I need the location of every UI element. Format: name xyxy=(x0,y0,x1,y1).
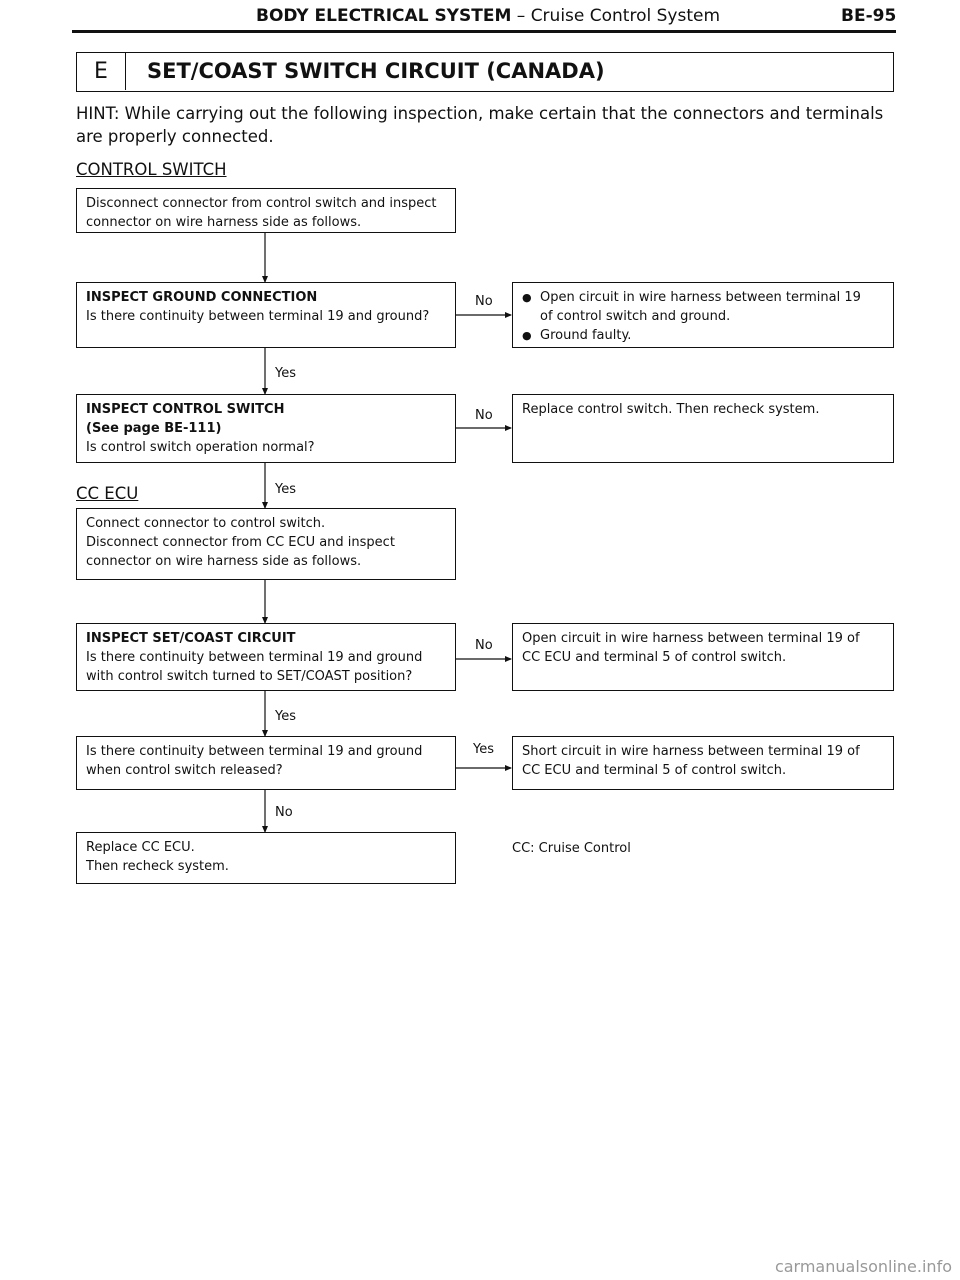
step-text: Is control switch operation normal? xyxy=(86,440,315,455)
label-yes: Yes xyxy=(275,482,296,497)
step-disconnect-control-switch xyxy=(76,188,456,233)
step-inspect-ground-connection xyxy=(76,282,456,348)
result-open-circuit-terminal xyxy=(512,623,894,691)
page-number: BE-95 xyxy=(841,6,897,26)
step-text: Is there continuity between terminal 19 and ground xyxy=(86,744,423,759)
label-yes: Yes xyxy=(275,366,296,381)
result-text: Short circuit in wire harness between terminal 19 of xyxy=(522,744,860,759)
step-text: Is there continuity between terminal 19 and ground xyxy=(86,650,423,665)
step-replace-cc-ecu xyxy=(76,832,456,884)
result-text: Open circuit in wire harness between terminal 19 xyxy=(540,290,861,305)
site-credit: carmanualsonline.info xyxy=(774,1257,952,1276)
result-bullet xyxy=(522,288,884,326)
result-text: of control switch and ground. xyxy=(540,309,731,324)
label-no: No xyxy=(475,294,493,309)
abbreviation-note: CC: Cruise Control xyxy=(512,841,631,856)
result-text: Open circuit in wire harness between terminal 19 of xyxy=(522,631,860,646)
step-page-ref: (See page BE-111) xyxy=(86,421,222,436)
step-heading: INSPECT GROUND CONNECTION xyxy=(86,290,318,305)
section-letter: E xyxy=(77,53,126,90)
result-replace-control-switch xyxy=(512,394,894,463)
step-text: Then recheck system. xyxy=(86,859,229,874)
step-check-switch-released xyxy=(76,736,456,790)
label-yes: Yes xyxy=(473,742,494,757)
header-subsystem: Cruise Control System xyxy=(530,6,721,26)
step-inspect-control-switch xyxy=(76,394,456,463)
step-text: Disconnect connector from control switch and inspect xyxy=(86,196,437,211)
step-connect-control-switch xyxy=(76,508,456,580)
section-title: SET/COAST SWITCH CIRCUIT (CANADA) xyxy=(147,59,605,83)
section-cc-ecu: CC ECU xyxy=(76,484,139,503)
result-bullet xyxy=(522,326,884,345)
section-control-switch: CONTROL SWITCH xyxy=(76,160,227,179)
label-no: No xyxy=(475,638,493,653)
result-text: Replace control switch. Then recheck system. xyxy=(522,402,820,417)
result-text: CC ECU and terminal 5 of control switch. xyxy=(522,763,787,778)
result-text: Ground faulty. xyxy=(540,328,632,343)
step-text: connector on wire harness side as follows. xyxy=(86,215,362,230)
step-heading: INSPECT CONTROL SWITCH xyxy=(86,402,285,417)
result-text: CC ECU and terminal 5 of control switch. xyxy=(522,650,787,665)
label-no: No xyxy=(275,805,293,820)
result-open-circuit-ground xyxy=(512,282,894,348)
step-text: Is there continuity between terminal 19 and ground? xyxy=(86,309,430,324)
step-text: with control switch turned to SET/COAST position? xyxy=(86,669,413,684)
label-yes: Yes xyxy=(275,709,296,724)
header-dash: – xyxy=(511,6,531,26)
label-no: No xyxy=(475,408,493,423)
step-text: Connect connector to control switch. xyxy=(86,516,326,531)
header-system: BODY ELECTRICAL SYSTEM xyxy=(256,6,512,26)
step-text: Replace CC ECU. xyxy=(86,840,195,855)
step-text: connector on wire harness side as follows. xyxy=(86,554,362,569)
hint-text: HINT: While carrying out the following inspection, make certain that the connectors and terminals are properly connected. xyxy=(76,104,884,146)
step-heading: INSPECT SET/COAST CIRCUIT xyxy=(86,631,296,646)
step-text: Disconnect connector from CC ECU and inspect xyxy=(86,535,395,550)
result-short-circuit-terminal xyxy=(512,736,894,790)
step-text: when control switch released? xyxy=(86,763,283,778)
step-inspect-set-coast-circuit xyxy=(76,623,456,691)
